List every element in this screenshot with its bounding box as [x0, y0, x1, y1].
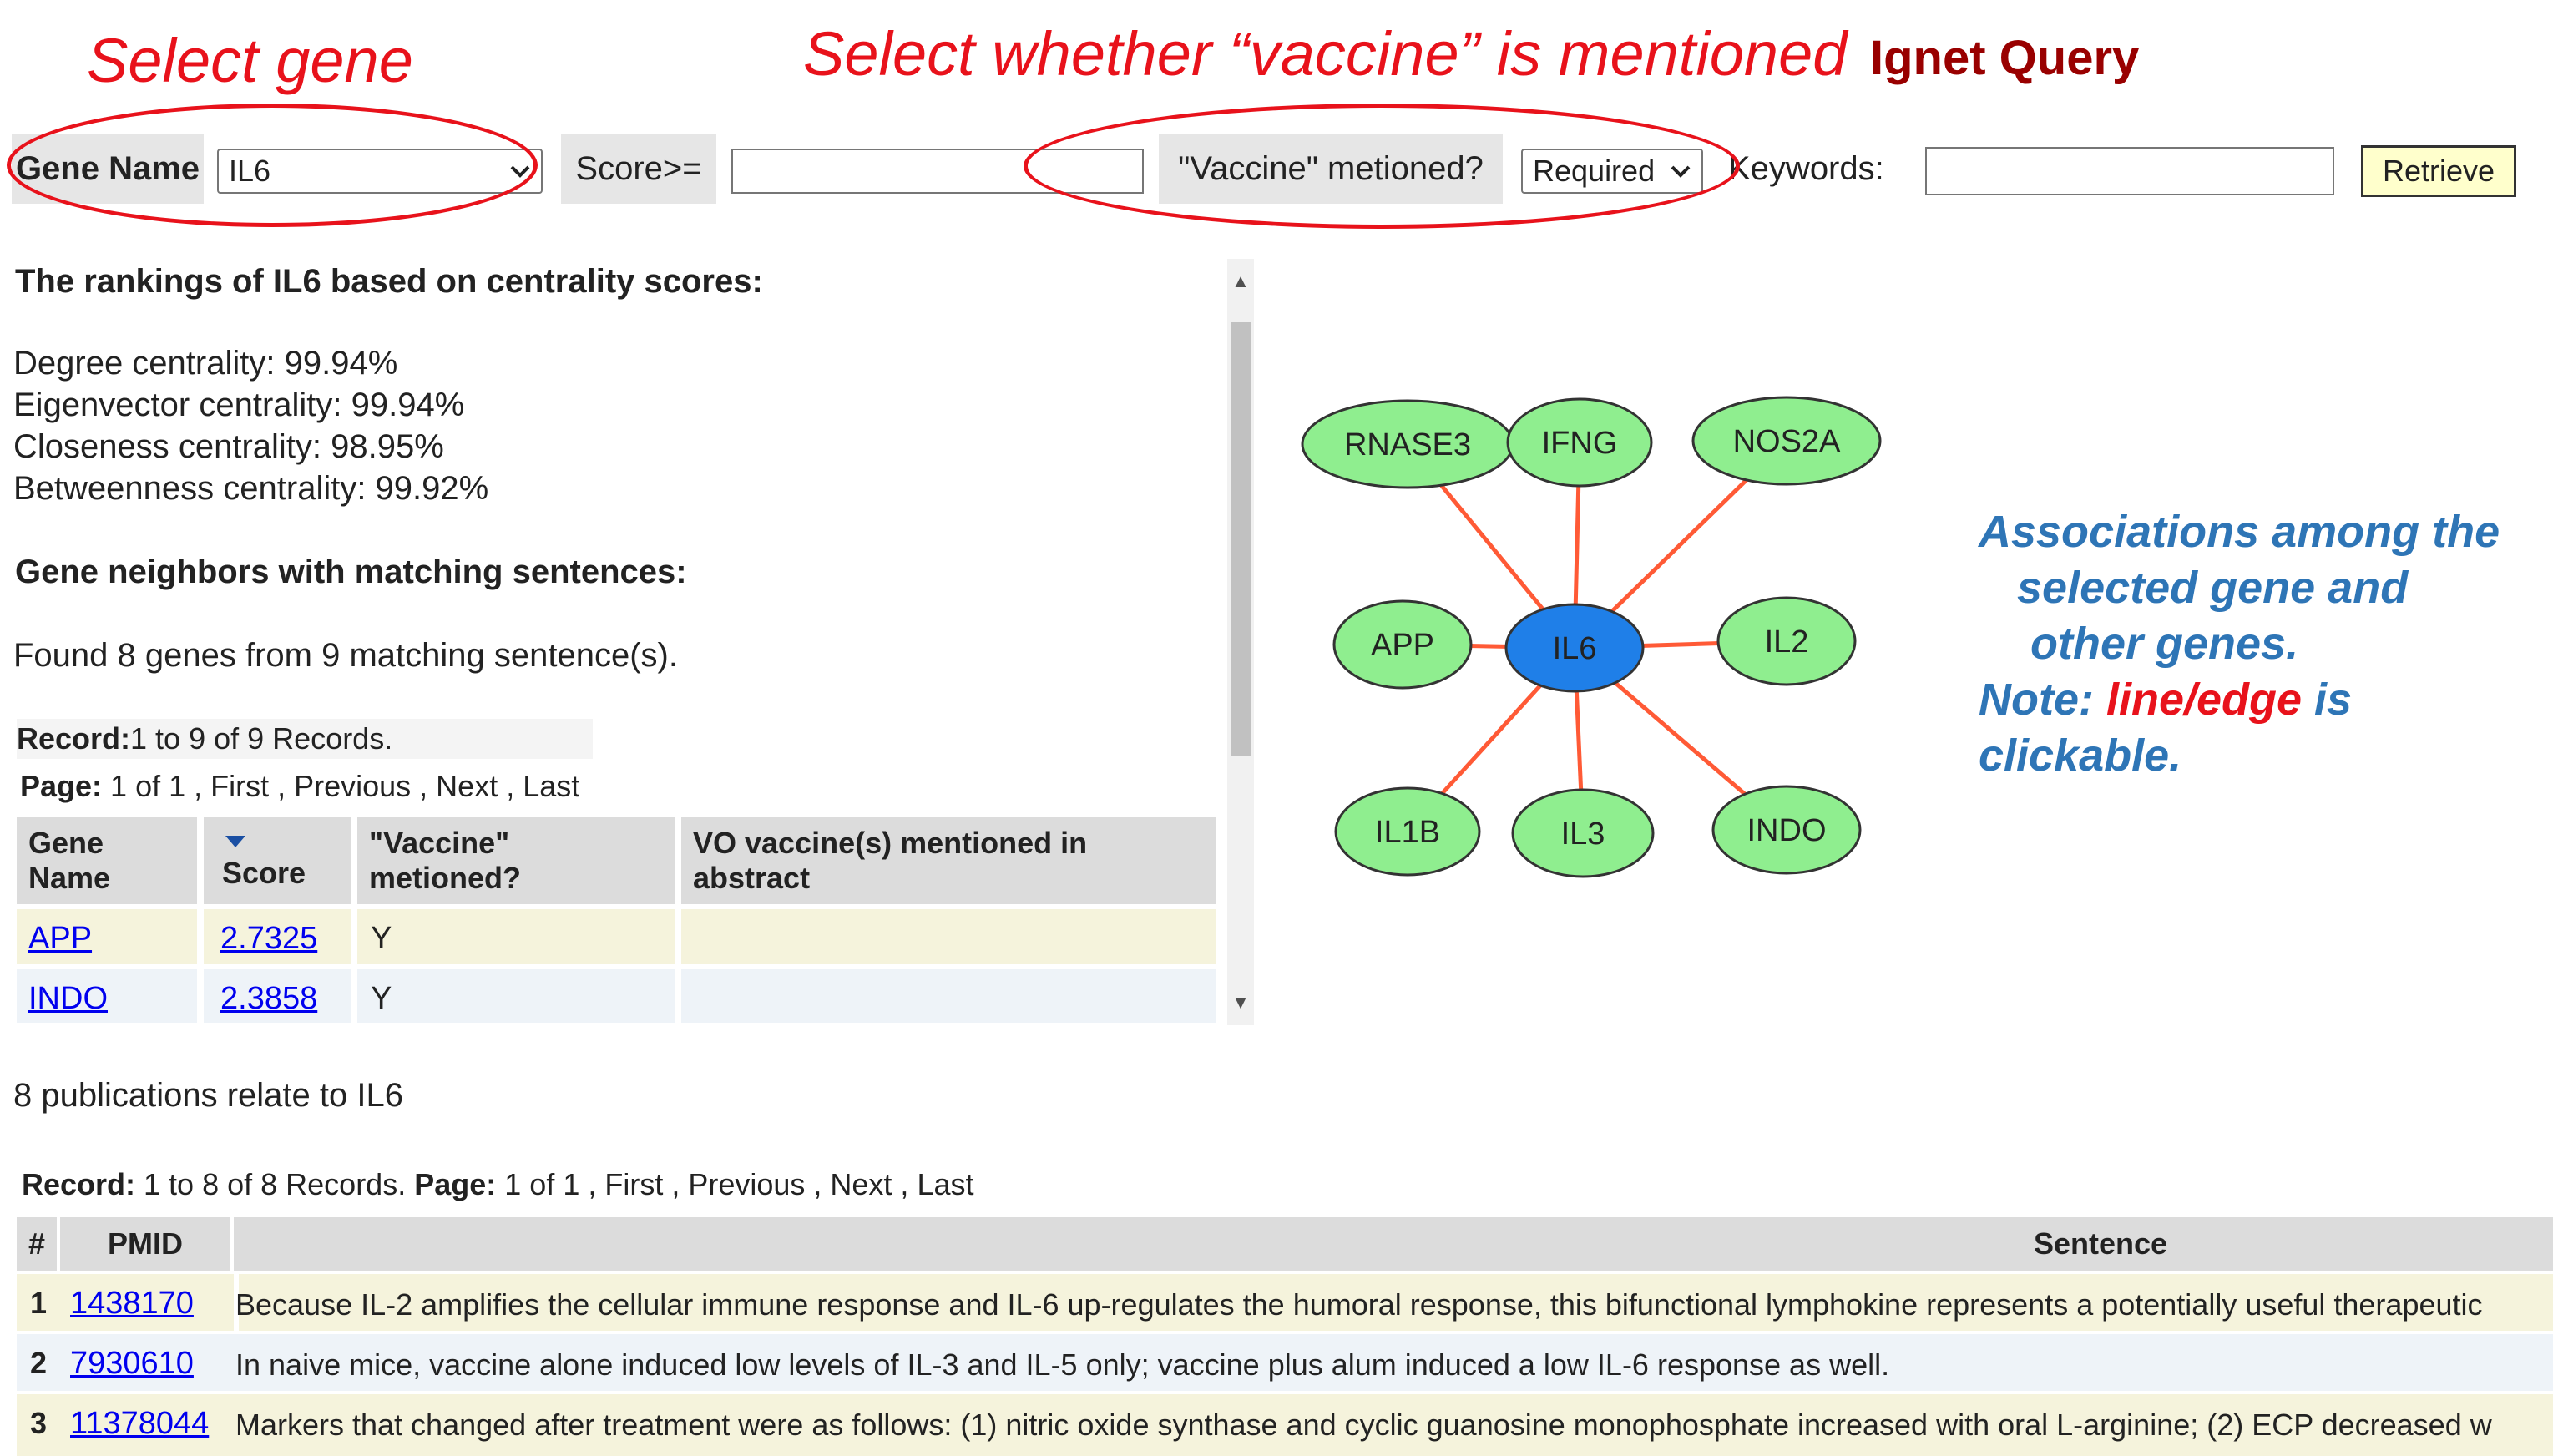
- note-line-1: Associations among the: [1979, 507, 2500, 557]
- gene-node-label: IL3: [1560, 816, 1605, 852]
- column-header-vaccine-mentioned-label: "Vaccine" metioned?: [369, 826, 522, 895]
- pmid-link[interactable]: 7930610: [70, 1346, 194, 1381]
- gene-name-label: Gene Name: [12, 134, 204, 204]
- neighbors-record-info: [17, 719, 593, 759]
- table-cell-vo: [681, 969, 1216, 1023]
- pub-sentence: Because IL-2 amplifies the cellular immune response and IL-6 up-regulates the humoral response, this bifunctional lymphokine represents a potentially useful therapeutic: [235, 1287, 2483, 1322]
- gene-node-label: IL2: [1764, 624, 1809, 660]
- column-header-score[interactable]: [204, 817, 351, 904]
- score-input[interactable]: [731, 149, 1144, 194]
- note-line-3: other genes.: [2030, 619, 2299, 669]
- table-cell: [357, 969, 675, 1023]
- gene-node-il1b[interactable]: [1336, 788, 1479, 875]
- retrieve-button[interactable]: Retrieve: [2361, 145, 2516, 197]
- note-highlight: line/edge: [2106, 675, 2303, 725]
- vaccine-mentioned-select[interactable]: [1521, 149, 1703, 194]
- gene-name-select[interactable]: [217, 149, 543, 194]
- gene-node-ifng[interactable]: [1508, 399, 1651, 486]
- vaccine-mentioned-value: Y: [371, 981, 392, 1016]
- column-header-sentence[interactable]: Sentence: [234, 1217, 2553, 1271]
- app-title: Ignet Query: [1870, 31, 2140, 85]
- pub-page-text: 1 of 1 , First , Previous , Next , Last: [496, 1167, 974, 1201]
- keywords-label: Keywords:: [1728, 150, 1884, 187]
- note-line-2: selected gene and: [2017, 563, 2409, 613]
- pmid-link[interactable]: 1438170: [70, 1286, 194, 1321]
- page-label: Page:: [20, 769, 103, 803]
- gene-node-app[interactable]: [1334, 601, 1471, 688]
- pub-sentence: In naive mice, vaccine alone induced low levels of IL-3 and IL-5 only; vaccine plus alum induced a low IL-6 response as well.: [235, 1347, 1890, 1382]
- gene-node-il2[interactable]: [1718, 598, 1855, 685]
- column-header-gene-name[interactable]: [17, 817, 197, 904]
- neighbors-heading: Gene neighbors with matching sentences:: [15, 554, 687, 590]
- gene-node-nos2a[interactable]: [1693, 397, 1880, 484]
- gene-node-indo[interactable]: [1713, 786, 1860, 873]
- score-link-indo[interactable]: 2.3858: [220, 981, 318, 1016]
- annotation-select-gene: Select gene: [87, 26, 413, 95]
- vaccine-mentioned-select-value: Required: [1533, 154, 1656, 188]
- sort-descending-icon: [224, 834, 247, 849]
- score-link-app[interactable]: 2.7325: [220, 921, 318, 956]
- gene-network-graph[interactable]: [1252, 351, 1920, 935]
- table-cell: [357, 909, 675, 964]
- pub-sentence: Markers that changed after treatment were as follows: (1) nitric oxide synthase and cyclic guanosine monophosphate increased with oral L-arginine; (2) ECP decreased w: [235, 1408, 2492, 1442]
- record-label: Record:: [17, 721, 131, 756]
- column-header-pmid[interactable]: PMID: [60, 1217, 230, 1271]
- ranking-eigenvector: Eigenvector centrality: 99.94%: [13, 387, 465, 423]
- neighbors-found: Found 8 genes from 9 matching sentence(s).: [13, 637, 678, 674]
- publications-record-info: [22, 1167, 973, 1202]
- table-row: [17, 1394, 2553, 1456]
- scroll-up-arrow-icon[interactable]: ▲: [1231, 270, 1250, 291]
- pub-row-number: 1: [30, 1286, 48, 1320]
- table-row: [17, 1274, 2553, 1331]
- score-label: Score>=: [561, 134, 716, 204]
- note-line-4: [1979, 672, 2500, 728]
- scroll-down-arrow-icon[interactable]: ▼: [1231, 992, 1250, 1013]
- gene-link-app[interactable]: APP: [28, 921, 93, 956]
- note-prefix: Note:: [1979, 675, 2106, 725]
- gene-node-label: IFNG: [1541, 426, 1618, 461]
- rankings-heading: The rankings of IL6 based on centrality scores:: [15, 263, 763, 300]
- vaccine-mentioned-label: "Vaccine" metioned?: [1159, 134, 1503, 204]
- table-row: [17, 1334, 2553, 1391]
- results-scrollbar[interactable]: [1227, 259, 1254, 1025]
- column-header-score-label: Score: [222, 856, 306, 890]
- ranking-closeness: Closeness centrality: 98.95%: [13, 428, 444, 465]
- gene-node-label: INDO: [1747, 813, 1827, 848]
- gene-node-label: IL6: [1552, 631, 1597, 666]
- ranking-betweenness: Betweenness centrality: 99.92%: [13, 470, 489, 507]
- ranking-degree: Degree centrality: 99.94%: [13, 345, 398, 382]
- record-text: 1 to 9 of 9 Records.: [130, 721, 393, 756]
- gene-node-il3[interactable]: [1513, 790, 1653, 877]
- gene-node-label: NOS2A: [1732, 424, 1841, 459]
- pub-row-number: 2: [30, 1346, 48, 1380]
- chevron-down-icon: [509, 164, 531, 179]
- pub-record-label: Record:: [22, 1167, 136, 1201]
- publications-table: [17, 1217, 2553, 1456]
- note-suffix: is: [2302, 675, 2353, 725]
- publications-summary: 8 publications relate to IL6: [13, 1077, 403, 1114]
- pub-row-number: 3: [30, 1406, 48, 1440]
- gene-node-label: IL1B: [1374, 815, 1441, 850]
- pmid-link[interactable]: 11378044: [70, 1406, 210, 1441]
- chevron-down-icon: [1670, 164, 1691, 179]
- neighbors-page-info: [20, 769, 579, 804]
- gene-node-il6[interactable]: [1506, 604, 1643, 691]
- results-panel: [0, 255, 1227, 1023]
- keywords-input[interactable]: [1925, 147, 2334, 195]
- gene-node-label: APP: [1370, 628, 1435, 663]
- scrollbar-thumb[interactable]: [1231, 322, 1251, 756]
- gene-link-indo[interactable]: INDO: [28, 981, 108, 1016]
- column-header-vaccine-mentioned[interactable]: [357, 817, 675, 904]
- column-header-gene-name-label: Gene Name: [28, 826, 111, 895]
- pub-record-text: 1 to 8 of 8 Records.: [135, 1167, 407, 1201]
- note-line-5: clickable.: [1979, 731, 2182, 781]
- annotation-select-vaccine: Select whether “vaccine” is mentioned: [803, 19, 1848, 88]
- page-text: 1 of 1 , First , Previous , Next , Last: [102, 769, 580, 803]
- gene-node-label: RNASE3: [1343, 427, 1472, 463]
- column-header-vo-vaccines[interactable]: [681, 817, 1216, 904]
- gene-node-rnase3[interactable]: [1302, 401, 1513, 488]
- network-note: [1979, 504, 2500, 784]
- gene-name-select-value: IL6: [229, 154, 271, 188]
- column-header-number[interactable]: #: [17, 1217, 57, 1271]
- table-cell-vo: [681, 909, 1216, 964]
- pub-page-label: Page:: [414, 1167, 497, 1201]
- column-header-vo-vaccines-label: VO vaccine(s) mentioned in abstract: [693, 826, 1088, 895]
- vaccine-mentioned-value: Y: [371, 921, 392, 956]
